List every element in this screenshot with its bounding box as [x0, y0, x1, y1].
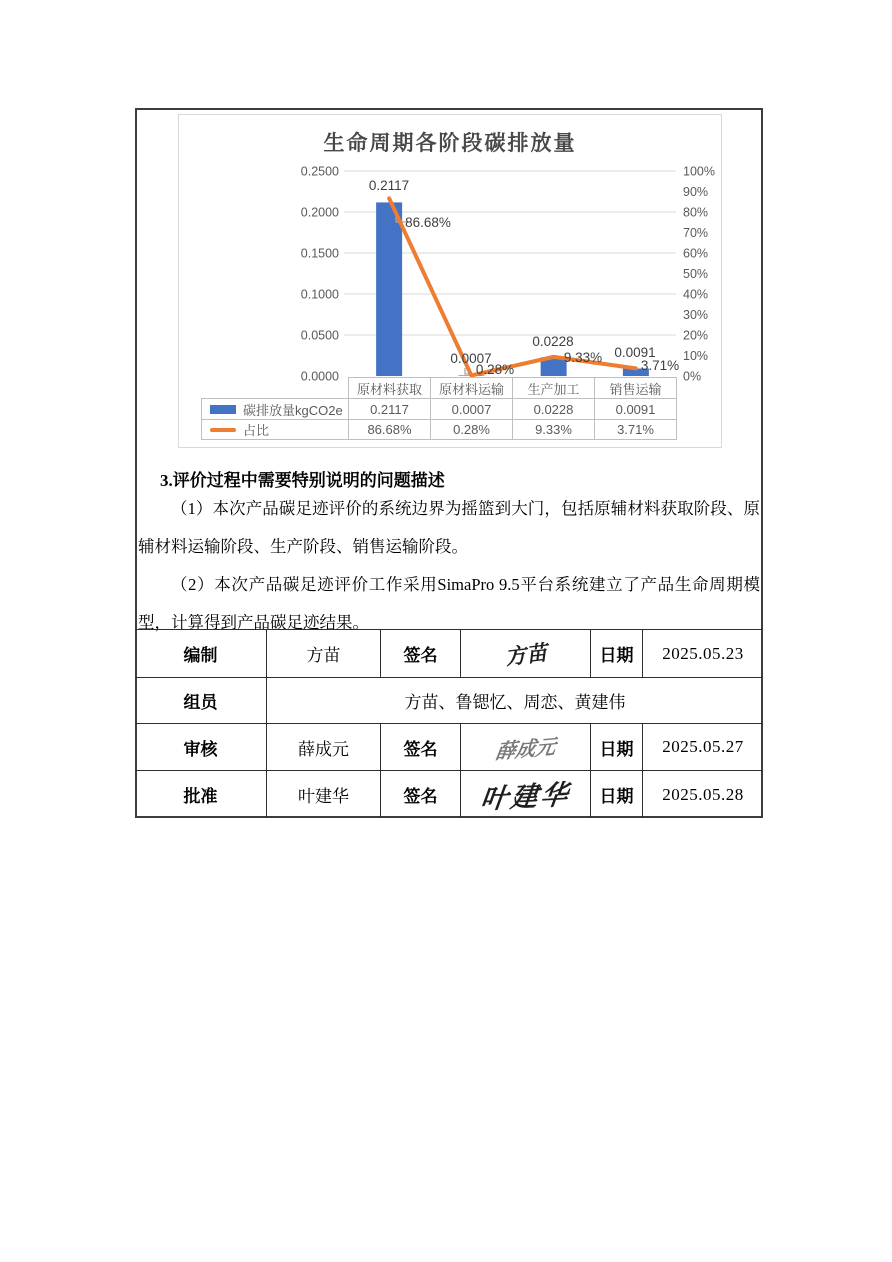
- table-value: 0.0228: [512, 398, 594, 419]
- date-label: 日期: [590, 724, 642, 770]
- table-value: 0.28%: [430, 419, 512, 440]
- table-row-compiler: [135, 629, 763, 677]
- table-value: 3.71%: [594, 419, 677, 440]
- date-label: 日期: [590, 771, 642, 818]
- sign-label: 签名: [380, 724, 460, 770]
- bar-value-label: 0.0007: [450, 351, 492, 366]
- percent-value-label: 3.71%: [640, 358, 680, 373]
- section-heading: 3.评价过程中需要特别说明的问题描述: [160, 471, 445, 490]
- series-name: 碳排放量kgCO2e: [243, 402, 343, 418]
- left-axis-tick: 0.0500: [300, 328, 339, 343]
- left-axis-tick: 0.1500: [300, 246, 339, 261]
- chart-data-table: [201, 377, 677, 440]
- right-axis-tick: 70%: [683, 226, 709, 240]
- date-value: 2025.05.28: [642, 771, 763, 818]
- role-label: 组员: [183, 693, 218, 712]
- category-header: 生产加工: [512, 377, 594, 398]
- signature-handwriting: 叶建华: [478, 779, 572, 815]
- left-axis-tick: 0.2500: [300, 164, 339, 179]
- right-axis-tick: 10%: [683, 349, 709, 363]
- sign-label: 签名: [380, 630, 460, 677]
- left-axis-tick: 0.0000: [300, 369, 339, 384]
- right-axis-tick: 100%: [683, 164, 715, 179]
- series-name: 占比: [243, 423, 270, 438]
- right-axis-tick: 0%: [683, 369, 702, 384]
- bar-value-label: 0.0091: [614, 345, 656, 360]
- table-row-members: [135, 677, 763, 723]
- table-value: 9.33%: [512, 419, 594, 440]
- person-name: 叶建华: [266, 771, 380, 818]
- right-axis-tick: 60%: [683, 246, 709, 261]
- right-axis-tick: 40%: [683, 287, 709, 302]
- role-label: 批准: [183, 787, 218, 806]
- right-axis-tick: 20%: [683, 328, 709, 343]
- bar-legend-swatch: [210, 405, 236, 414]
- table-row-approver: [135, 770, 763, 818]
- right-axis-tick: 30%: [683, 308, 709, 322]
- table-value: 0.0091: [594, 398, 677, 419]
- date-label: 日期: [590, 630, 642, 677]
- paragraph-system-boundary: （1）本次产品碳足迹评价的系统边界为摇篮到大门，包括原辅材料获取阶段、原辅材料运输阶段、生产阶段、销售运输阶段。: [138, 499, 760, 556]
- person-name: 薛成元: [266, 724, 380, 770]
- line-legend-swatch: [210, 428, 236, 432]
- person-name: 方苗: [266, 630, 380, 677]
- category-header: 销售运输: [594, 377, 677, 398]
- role-label: 编制: [183, 646, 218, 665]
- percent-value-label: 9.33%: [563, 350, 603, 365]
- table-value: 0.2117: [348, 398, 430, 419]
- chart-title: 生命周期各阶段碳排放量: [323, 132, 577, 155]
- approval-table: [135, 629, 763, 818]
- signature-handwriting: 方苗: [503, 640, 548, 669]
- role-label: 审核: [183, 739, 218, 759]
- right-axis-tick: 80%: [683, 205, 709, 220]
- section-paragraphs: [138, 490, 760, 642]
- category-header: 原材料获取: [348, 377, 430, 398]
- category-header: 原材料运输: [430, 377, 512, 398]
- sign-label: 签名: [380, 771, 460, 818]
- paragraph-simapro: （2）本次产品碳足迹评价工作采用SimaPro 9.5平台系统建立了产品生命周期模型，计算得到产品碳足迹结果。: [138, 575, 760, 632]
- emission-bar: [376, 202, 402, 376]
- percent-value-label: 0.28%: [475, 362, 515, 377]
- table-value: 0.0007: [430, 398, 512, 419]
- signature-handwriting: 薛成元: [493, 735, 557, 764]
- bar-value-label: 0.0228: [532, 334, 574, 349]
- table-value: 86.68%: [348, 419, 430, 440]
- legend-key: [201, 419, 348, 440]
- table-row-reviewer: [135, 723, 763, 770]
- table-corner: [201, 377, 348, 398]
- legend-key: [201, 398, 348, 419]
- right-axis-tick: 50%: [683, 267, 709, 281]
- members-list: 方苗、鲁锶忆、周恋、黄建伟: [266, 678, 763, 723]
- carbon-emission-chart: [178, 114, 722, 448]
- left-axis-tick: 0.2000: [300, 205, 339, 220]
- date-value: 2025.05.23: [642, 630, 763, 677]
- right-axis-tick: 90%: [683, 185, 709, 199]
- left-axis-tick: 0.1000: [300, 287, 339, 302]
- bar-value-label: 0.2117: [368, 178, 410, 193]
- date-value: 2025.05.27: [642, 724, 763, 770]
- percent-value-label: 86.68%: [405, 215, 451, 230]
